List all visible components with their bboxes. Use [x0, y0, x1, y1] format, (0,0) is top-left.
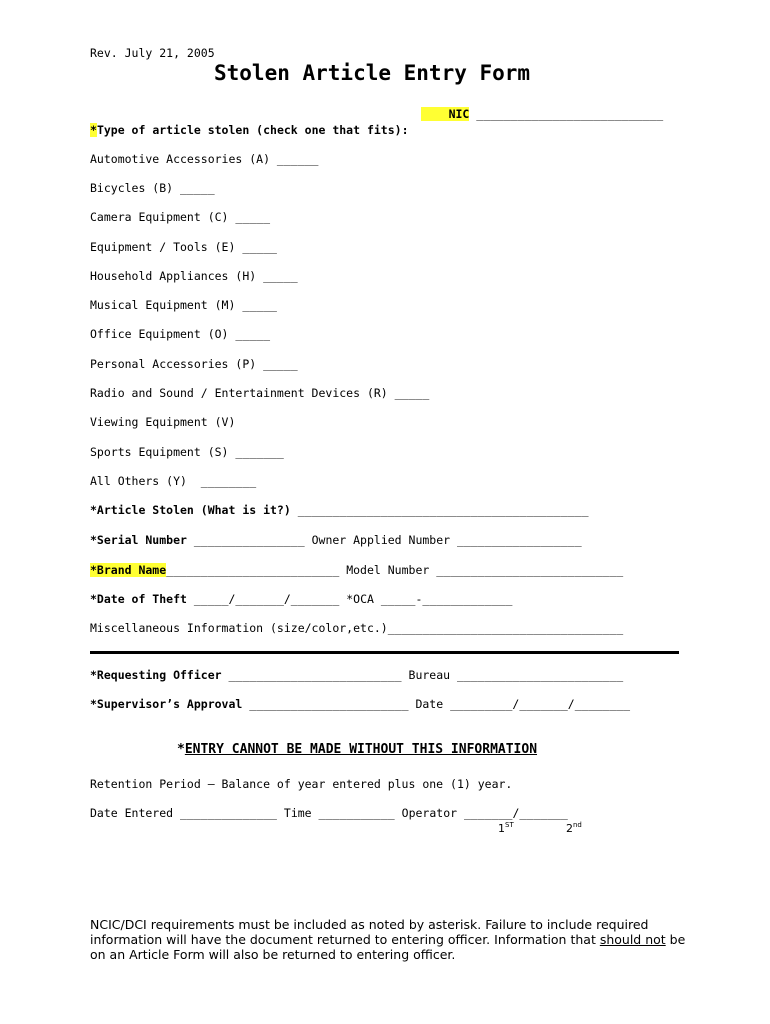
- date-of-theft-field[interactable]: _____/_______/_______: [193, 592, 340, 606]
- article-stolen-row: [90, 503, 589, 517]
- date-entered-field[interactable]: ______________: [180, 806, 277, 820]
- article-type-prompt-text: Type of article stolen (check one that fits):: [96, 123, 409, 137]
- date-of-theft-label: *Date of Theft: [90, 592, 187, 606]
- theft-date-row: [90, 592, 512, 606]
- supervisor-row: [90, 697, 630, 711]
- category-all-others[interactable]: All Others (Y) ________: [90, 474, 257, 488]
- category-camera[interactable]: Camera Equipment (C) _____: [90, 210, 271, 224]
- supervisor-approval-label: *Supervisor’s Approval: [90, 697, 243, 711]
- operator-field[interactable]: _______/_______: [463, 806, 568, 820]
- category-sports[interactable]: Sports Equipment (S) _______: [90, 445, 284, 459]
- requesting-officer-field[interactable]: _________________________: [228, 668, 402, 682]
- oca-label: *OCA: [346, 592, 374, 606]
- requesting-officer-row: [90, 668, 623, 682]
- retention-period: Retention Period – Balance of year entered plus one (1) year.: [90, 777, 513, 791]
- nic-field[interactable]: [407, 93, 663, 121]
- serial-number-label: *Serial Number: [90, 533, 187, 547]
- category-radio-sound[interactable]: Radio and Sound / Entertainment Devices (R) _____: [90, 386, 430, 400]
- article-type-prompt: [90, 123, 409, 137]
- brand-row: [90, 563, 623, 577]
- model-number-label: Model Number: [346, 563, 430, 577]
- time-field[interactable]: ___________: [318, 806, 395, 820]
- category-personal[interactable]: Personal Accessories (P) _____: [90, 357, 298, 371]
- brand-name-field[interactable]: _________________________: [166, 563, 340, 577]
- page-title: Stolen Article Entry Form: [214, 61, 531, 85]
- approval-date-label: Date: [415, 697, 444, 711]
- owner-applied-number-field[interactable]: __________________: [457, 533, 582, 547]
- footer-emphasis: should not: [599, 932, 666, 947]
- time-label: Time: [283, 806, 312, 820]
- article-stolen-label: *Article Stolen (What is it?): [90, 503, 291, 517]
- serial-row: [90, 533, 582, 547]
- footer-text-2: be on an Article Form will also be returned to entering officer.: [90, 932, 686, 962]
- supervisor-approval-field[interactable]: _______________________: [249, 697, 409, 711]
- bureau-field[interactable]: ________________________: [457, 668, 624, 682]
- model-number-field[interactable]: ___________________________: [436, 563, 624, 577]
- oca-field[interactable]: _____-_____________: [380, 592, 513, 606]
- bureau-label: Bureau: [408, 668, 451, 682]
- footer-note: [90, 917, 690, 962]
- nic-label: NIC: [421, 107, 469, 121]
- serial-number-field[interactable]: ________________: [193, 533, 305, 547]
- category-viewing[interactable]: Viewing Equipment (V): [90, 415, 236, 429]
- required-asterisk: *: [90, 123, 97, 137]
- category-bicycles[interactable]: Bicycles (B) _____: [90, 181, 215, 195]
- misc-row: [90, 621, 623, 635]
- entry-row: [90, 806, 568, 820]
- operator-first-mark: 1ST: [498, 821, 514, 835]
- operator-second-mark: 2nd: [566, 821, 582, 835]
- category-automotive[interactable]: Automotive Accessories (A) ______: [90, 152, 319, 166]
- category-household[interactable]: Household Appliances (H) _____: [90, 269, 298, 283]
- misc-info-field[interactable]: __________________________________: [387, 621, 624, 635]
- misc-info-label: Miscellaneous Information (size/color,etc.): [90, 621, 388, 635]
- operator-label: Operator: [401, 806, 458, 820]
- category-equipment-tools[interactable]: Equipment / Tools (E) _____: [90, 240, 277, 254]
- footer-text-1: NCIC/DCI requirements must be included as noted by asterisk. Failure to include required information will have the document returned to entering officer. Information that: [90, 917, 649, 947]
- brand-name-label: *Brand Name: [90, 563, 167, 577]
- requesting-officer-label: *Requesting Officer: [90, 668, 222, 682]
- category-musical[interactable]: Musical Equipment (M) _____: [90, 298, 277, 312]
- notice-text: ENTRY CANNOT BE MADE WITHOUT THIS INFORMATION: [184, 742, 538, 757]
- approval-date-field[interactable]: _________/_______/________: [450, 697, 631, 711]
- nic-blank[interactable]: ___________________________: [476, 107, 664, 121]
- date-entered-label: Date Entered: [90, 806, 174, 820]
- revision-date: Rev. July 21, 2005: [90, 46, 215, 60]
- notice-asterisk: *: [177, 742, 185, 757]
- required-notice: [177, 742, 537, 757]
- section-divider: [90, 651, 679, 654]
- category-office[interactable]: Office Equipment (O) _____: [90, 327, 271, 341]
- owner-applied-number-label: Owner Applied Number: [311, 533, 451, 547]
- article-stolen-field[interactable]: __________________________________________: [297, 503, 589, 517]
